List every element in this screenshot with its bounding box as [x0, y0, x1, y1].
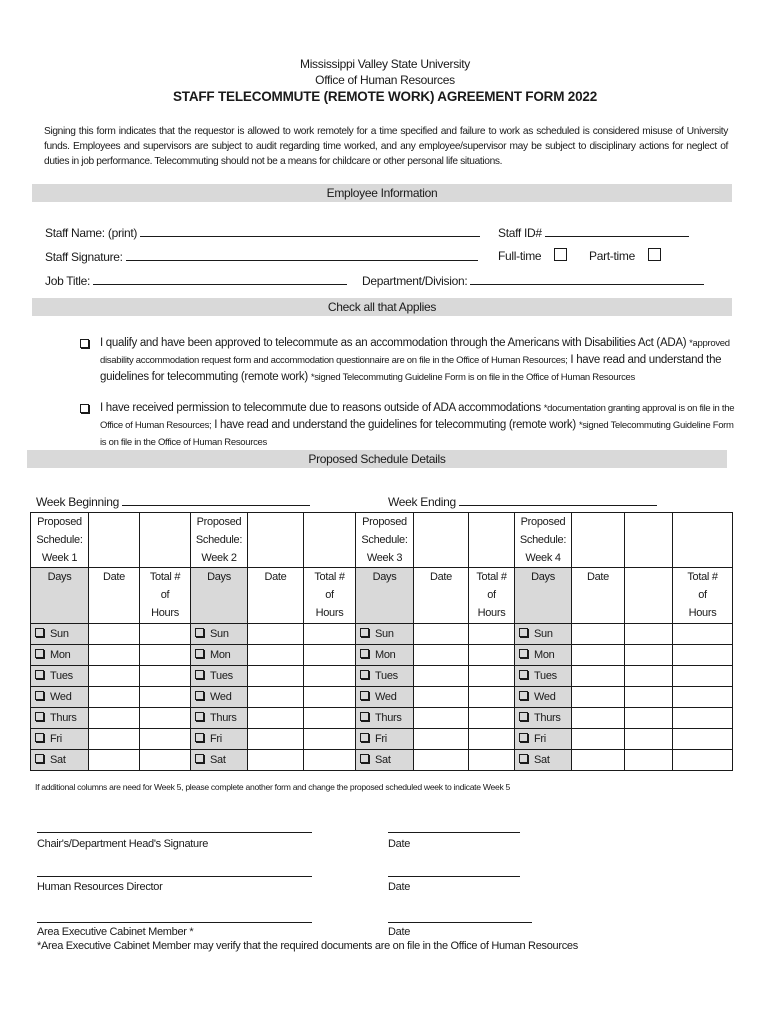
- day-row: [31, 687, 733, 708]
- hours-input-cell[interactable]: [673, 645, 733, 666]
- days-header: [356, 568, 414, 624]
- hours-input-cell[interactable]: [304, 645, 356, 666]
- day-row: [31, 708, 733, 729]
- date-input-cell[interactable]: [414, 708, 469, 729]
- staff-id-label: Staff ID#: [498, 226, 542, 240]
- schedule-table: [30, 512, 733, 771]
- day-label: Sun: [50, 628, 69, 640]
- day-checkbox-cell[interactable]: [515, 624, 572, 645]
- day-label: Wed: [50, 691, 72, 703]
- staff-signature-field[interactable]: [45, 249, 478, 264]
- chair-date-line[interactable]: [388, 832, 520, 833]
- non-ada-item-main: I have received permission to telecommute due to reasons outside of ADA accommodations: [100, 402, 541, 414]
- total-hours-header: [140, 568, 191, 624]
- days-header-text: Days: [372, 571, 397, 583]
- day-checkbox[interactable]: [360, 670, 369, 679]
- date-input-cell[interactable]: [414, 750, 469, 771]
- day-checkbox-cell[interactable]: [31, 645, 89, 666]
- week-label-line3: Week 4: [525, 552, 561, 564]
- date-header-text: Date: [102, 571, 126, 583]
- day-checkbox-cell[interactable]: [191, 624, 248, 645]
- blank-input-cell[interactable]: [625, 729, 673, 750]
- hr-date-line[interactable]: [388, 876, 520, 877]
- date-header-text: Date: [429, 571, 453, 583]
- hours-input-cell[interactable]: [304, 729, 356, 750]
- day-checkbox[interactable]: [360, 712, 369, 721]
- hr-date-label: Date: [388, 881, 411, 893]
- date-input-cell[interactable]: [572, 666, 625, 687]
- date-header: [89, 568, 140, 624]
- blank-cell: [140, 513, 191, 568]
- day-label: Wed: [375, 691, 397, 703]
- job-title-label: Job Title:: [45, 274, 91, 288]
- day-label: Fri: [375, 733, 387, 745]
- week-ending-line[interactable]: [459, 494, 657, 506]
- date-input-cell[interactable]: [572, 708, 625, 729]
- hours-input-cell[interactable]: [140, 666, 191, 687]
- total-header-line1: Total #: [149, 571, 181, 583]
- week-label-line1: Proposed: [37, 516, 82, 528]
- hours-input-cell[interactable]: [304, 687, 356, 708]
- total-header-line2: of: [160, 589, 170, 601]
- day-label: Thurs: [210, 712, 237, 724]
- hours-input-cell[interactable]: [304, 750, 356, 771]
- days-header-text: Days: [207, 571, 231, 583]
- date-input-cell[interactable]: [248, 708, 304, 729]
- day-checkbox-cell[interactable]: [515, 666, 572, 687]
- parttime-checkbox[interactable]: [648, 248, 661, 261]
- department-label: Department/Division:: [362, 274, 468, 288]
- staff-signature-label: Staff Signature:: [45, 250, 123, 264]
- university-name: Mississippi Valley State University: [300, 57, 470, 71]
- aec-member-label: Area Executive Cabinet Member *: [37, 926, 194, 938]
- blank-cell: [625, 513, 673, 568]
- week-beginning-field[interactable]: [36, 494, 310, 509]
- day-label: Sat: [210, 754, 226, 766]
- week-label-row: [31, 513, 733, 568]
- total-header-line1: Total #: [314, 571, 345, 583]
- day-checkbox[interactable]: [195, 733, 204, 742]
- hours-input-cell[interactable]: [673, 687, 733, 708]
- days-header-text: Days: [531, 571, 555, 583]
- week-ending-label: Week Ending: [388, 495, 456, 509]
- week-label-line2: Schedule:: [195, 534, 243, 546]
- day-checkbox[interactable]: [35, 733, 44, 742]
- week-label-line1: Proposed: [362, 516, 407, 528]
- date-input-cell[interactable]: [248, 666, 304, 687]
- date-input-cell[interactable]: [248, 750, 304, 771]
- day-checkbox[interactable]: [195, 712, 204, 721]
- day-row: [31, 729, 733, 750]
- hours-input-cell[interactable]: [140, 624, 191, 645]
- total-header-line3: Hours: [477, 607, 506, 619]
- day-label: Thurs: [50, 712, 77, 724]
- day-label: Sat: [534, 754, 550, 766]
- day-checkbox[interactable]: [195, 754, 204, 763]
- total-header-line1: Total #: [687, 571, 718, 583]
- week-label-line2: Schedule:: [519, 534, 567, 546]
- date-input-cell[interactable]: [414, 687, 469, 708]
- non-ada-permission-item[interactable]: [80, 400, 742, 451]
- check-all-heading: Check all that Applies: [32, 298, 732, 316]
- day-checkbox[interactable]: [35, 754, 44, 763]
- day-label: Tues: [534, 670, 557, 682]
- total-header-line2: of: [325, 589, 334, 601]
- staff-name-line[interactable]: [140, 225, 480, 237]
- total-hours-header: [304, 568, 356, 624]
- day-checkbox-cell[interactable]: [356, 687, 414, 708]
- date-input-cell[interactable]: [89, 729, 140, 750]
- day-label: Mon: [534, 649, 555, 661]
- department-line[interactable]: [470, 273, 704, 285]
- day-checkbox-cell[interactable]: [31, 666, 89, 687]
- day-checkbox-cell[interactable]: [515, 645, 572, 666]
- day-checkbox[interactable]: [519, 628, 528, 637]
- day-checkbox[interactable]: [35, 691, 44, 700]
- office-name: Office of Human Resources: [315, 73, 455, 87]
- day-checkbox-cell[interactable]: [191, 708, 248, 729]
- day-checkbox[interactable]: [360, 754, 369, 763]
- column-header-row: [31, 568, 733, 624]
- blank-cell: [89, 513, 140, 568]
- job-title-line[interactable]: [93, 273, 347, 285]
- day-checkbox[interactable]: [519, 754, 528, 763]
- day-label: Fri: [50, 733, 62, 745]
- day-checkbox[interactable]: [195, 691, 204, 700]
- day-checkbox-cell[interactable]: [515, 729, 572, 750]
- department-field[interactable]: [362, 273, 704, 288]
- total-header-line2: of: [698, 589, 707, 601]
- day-checkbox-cell[interactable]: [31, 624, 89, 645]
- hours-input-cell[interactable]: [140, 645, 191, 666]
- schedule-heading: Proposed Schedule Details: [27, 450, 727, 468]
- date-input-cell[interactable]: [89, 687, 140, 708]
- hours-input-cell[interactable]: [469, 750, 515, 771]
- non-ada-item-note-a: *documentation granting approval is on file in the Office of Human Resources;: [100, 403, 735, 431]
- blank-cell: [414, 513, 469, 568]
- job-title-field[interactable]: [45, 273, 347, 288]
- week5-note: If additional columns are need for Week 5, please complete another form and change the proposed scheduled week to indicate Week 5: [35, 782, 511, 792]
- day-checkbox-cell[interactable]: [191, 729, 248, 750]
- hours-input-cell[interactable]: [469, 666, 515, 687]
- hours-input-cell[interactable]: [673, 666, 733, 687]
- day-label: Wed: [534, 691, 556, 703]
- day-label: Fri: [210, 733, 222, 745]
- chair-date-label: Date: [388, 838, 411, 850]
- date-header-text: Date: [264, 571, 287, 583]
- day-checkbox-cell[interactable]: [515, 708, 572, 729]
- day-checkbox-cell[interactable]: [356, 645, 414, 666]
- day-checkbox[interactable]: [519, 649, 528, 658]
- day-checkbox[interactable]: [195, 628, 204, 637]
- day-label: Sat: [375, 754, 391, 766]
- ada-item-text: [100, 335, 742, 386]
- date-input-cell[interactable]: [248, 645, 304, 666]
- week-label-line3: Week 2: [201, 552, 237, 564]
- day-label: Thurs: [375, 712, 402, 724]
- blank-input-cell[interactable]: [625, 708, 673, 729]
- day-checkbox[interactable]: [519, 733, 528, 742]
- hours-input-cell[interactable]: [673, 750, 733, 771]
- day-label: Sun: [210, 628, 229, 640]
- date-input-cell[interactable]: [89, 645, 140, 666]
- ada-checkbox[interactable]: [80, 339, 89, 348]
- hours-input-cell[interactable]: [304, 708, 356, 729]
- day-checkbox[interactable]: [35, 649, 44, 658]
- day-label: Mon: [210, 649, 231, 661]
- day-checkbox-cell[interactable]: [31, 687, 89, 708]
- parttime-label: Part-time: [589, 249, 635, 263]
- date-input-cell[interactable]: [414, 666, 469, 687]
- day-checkbox-cell[interactable]: [31, 708, 89, 729]
- non-ada-item-note-b: *signed Telecommuting Guideline Form is on file in the Office of Human Resources: [100, 420, 734, 448]
- day-label: Mon: [50, 649, 71, 661]
- hours-input-cell[interactable]: [469, 708, 515, 729]
- fulltime-option[interactable]: [498, 248, 567, 263]
- week-label-cell: [31, 513, 89, 568]
- day-checkbox-cell[interactable]: [31, 750, 89, 771]
- hours-input-cell[interactable]: [140, 750, 191, 771]
- ada-accommodation-item[interactable]: [80, 335, 742, 386]
- week-label-cell: [191, 513, 248, 568]
- hours-input-cell[interactable]: [469, 729, 515, 750]
- staff-id-line[interactable]: [545, 225, 689, 237]
- chair-signature-line[interactable]: [37, 832, 312, 833]
- hours-input-cell[interactable]: [469, 687, 515, 708]
- days-header: [31, 568, 89, 624]
- hours-input-cell[interactable]: [673, 729, 733, 750]
- staff-id-field[interactable]: [498, 225, 689, 240]
- hours-input-cell[interactable]: [469, 645, 515, 666]
- blank-input-cell[interactable]: [625, 750, 673, 771]
- date-input-cell[interactable]: [572, 645, 625, 666]
- date-input-cell[interactable]: [414, 645, 469, 666]
- date-header: [248, 568, 304, 624]
- day-checkbox[interactable]: [35, 670, 44, 679]
- day-checkbox[interactable]: [360, 691, 369, 700]
- date-input-cell[interactable]: [248, 624, 304, 645]
- hours-input-cell[interactable]: [140, 708, 191, 729]
- date-input-cell[interactable]: [414, 729, 469, 750]
- total-hours-header: [469, 568, 515, 624]
- day-label: Tues: [375, 670, 398, 682]
- day-label: Tues: [50, 670, 73, 682]
- day-label: Thurs: [534, 712, 561, 724]
- day-label: Fri: [534, 733, 546, 745]
- total-header-line3: Hours: [688, 607, 717, 619]
- hours-input-cell[interactable]: [140, 729, 191, 750]
- day-checkbox-cell[interactable]: [515, 750, 572, 771]
- day-checkbox-cell[interactable]: [191, 666, 248, 687]
- day-checkbox-cell[interactable]: [356, 708, 414, 729]
- day-row: [31, 750, 733, 771]
- day-checkbox-cell[interactable]: [356, 729, 414, 750]
- staff-signature-line[interactable]: [126, 249, 478, 261]
- day-checkbox[interactable]: [360, 649, 369, 658]
- day-checkbox[interactable]: [195, 649, 204, 658]
- day-checkbox[interactable]: [360, 628, 369, 637]
- blank-input-cell[interactable]: [625, 666, 673, 687]
- ada-item-continuation: I have read and understand the guidelines for telecommuting (remote work): [100, 354, 722, 383]
- date-input-cell[interactable]: [414, 624, 469, 645]
- week-label-line3: Week 1: [41, 552, 78, 564]
- date-input-cell[interactable]: [89, 624, 140, 645]
- day-checkbox[interactable]: [519, 712, 528, 721]
- total-hours-header: [673, 568, 733, 624]
- hours-input-cell[interactable]: [140, 687, 191, 708]
- parttime-option[interactable]: [589, 248, 661, 263]
- intro-paragraph: Signing this form indicates that the requestor is allowed to work remotely for a time specified and failure to work as scheduled is considered misuse of University funds. Employees and supervisors are subject to audit regarding time worked, and any employee/supervisor may be subject to disciplinary actions for neglect of duties in job performance. Telecommuting should not be a means for childcare or other personal life situations.: [44, 126, 728, 167]
- date-input-cell[interactable]: [572, 729, 625, 750]
- date-input-cell[interactable]: [89, 708, 140, 729]
- day-label: Sat: [50, 754, 66, 766]
- aec-verification-note: *Area Executive Cabinet Member may verify that the required documents are on file in the Office of Human Resources: [37, 940, 578, 952]
- date-input-cell[interactable]: [248, 729, 304, 750]
- day-checkbox[interactable]: [519, 670, 528, 679]
- day-checkbox[interactable]: [519, 691, 528, 700]
- day-checkbox[interactable]: [35, 712, 44, 721]
- day-checkbox[interactable]: [35, 628, 44, 637]
- week-label-line2: Schedule:: [361, 534, 408, 546]
- ada-item-note-a: *approved disability accommodation request form and accommodation questionnaire are on file in the Office of Human Resources;: [100, 338, 730, 366]
- blank-cell: [304, 513, 356, 568]
- chair-signature-label: Chair's/Department Head's Signature: [37, 838, 209, 850]
- non-ada-item-continuation: I have read and understand the guidelines for telecommuting (remote work): [214, 419, 576, 431]
- date-input-cell[interactable]: [89, 750, 140, 771]
- fulltime-label: Full-time: [498, 249, 542, 263]
- hr-director-label: Human Resources Director: [37, 881, 163, 893]
- day-checkbox-cell[interactable]: [191, 750, 248, 771]
- date-input-cell[interactable]: [572, 624, 625, 645]
- staff-name-label: Staff Name: (print): [45, 226, 138, 240]
- date-input-cell[interactable]: [572, 750, 625, 771]
- week-label-line3: Week 3: [366, 552, 403, 564]
- day-row: [31, 624, 733, 645]
- non-ada-item-text: [100, 400, 742, 451]
- week-label-line1: Proposed: [196, 516, 242, 528]
- day-label: Mon: [375, 649, 396, 661]
- day-label: Wed: [210, 691, 232, 703]
- hours-input-cell[interactable]: [304, 666, 356, 687]
- fulltime-checkbox[interactable]: [554, 248, 567, 261]
- days-header: [191, 568, 248, 624]
- week-label-cell: [356, 513, 414, 568]
- day-checkbox-cell[interactable]: [191, 645, 248, 666]
- blank-input-cell[interactable]: [625, 645, 673, 666]
- blank-cell: [248, 513, 304, 568]
- blank-cell: [469, 513, 515, 568]
- hours-input-cell[interactable]: [304, 624, 356, 645]
- day-checkbox-cell[interactable]: [191, 687, 248, 708]
- day-checkbox-cell[interactable]: [31, 729, 89, 750]
- week-label-cell: [515, 513, 572, 568]
- week-beginning-label: Week Beginning: [36, 495, 119, 509]
- date-header: [414, 568, 469, 624]
- total-header-line1: Total #: [476, 571, 507, 583]
- day-checkbox-cell[interactable]: [356, 666, 414, 687]
- day-checkbox-cell[interactable]: [356, 624, 414, 645]
- day-checkbox-cell[interactable]: [356, 750, 414, 771]
- date-input-cell[interactable]: [248, 687, 304, 708]
- hours-input-cell[interactable]: [673, 708, 733, 729]
- day-row: [31, 645, 733, 666]
- total-header-line3: Hours: [151, 607, 179, 619]
- days-header-text: Days: [47, 571, 72, 583]
- day-row: [31, 666, 733, 687]
- week-ending-field[interactable]: [388, 494, 657, 509]
- week-label-line2: Schedule:: [36, 534, 83, 546]
- hours-input-cell[interactable]: [469, 624, 515, 645]
- form-title: STAFF TELECOMMUTE (REMOTE WORK) AGREEMENT FORM 2022: [172, 89, 598, 104]
- date-input-cell[interactable]: [572, 687, 625, 708]
- day-checkbox[interactable]: [360, 733, 369, 742]
- aec-date-line[interactable]: [388, 922, 532, 923]
- day-label: Sun: [534, 628, 553, 640]
- blank-header: [625, 568, 673, 624]
- date-header-text: Date: [586, 571, 610, 583]
- date-input-cell[interactable]: [89, 666, 140, 687]
- ada-item-main: I qualify and have been approved to telecommute as an accommodation through the Americans with Disabilities Act (ADA): [100, 337, 687, 349]
- day-checkbox-cell[interactable]: [515, 687, 572, 708]
- days-header: [515, 568, 572, 624]
- hours-input-cell[interactable]: [673, 624, 733, 645]
- week-label-line1: Proposed: [520, 516, 566, 528]
- week-beginning-line[interactable]: [122, 494, 310, 506]
- blank-input-cell[interactable]: [625, 687, 673, 708]
- day-label: Sun: [375, 628, 394, 640]
- blank-cell: [572, 513, 625, 568]
- ada-item-note-b: *signed Telecommuting Guideline Form is on file in the Office of Human Resources: [310, 372, 635, 383]
- hr-signature-line[interactable]: [37, 876, 312, 877]
- blank-input-cell[interactable]: [625, 624, 673, 645]
- staff-name-field[interactable]: [45, 225, 480, 240]
- aec-signature-line[interactable]: [37, 922, 312, 923]
- day-checkbox[interactable]: [195, 670, 204, 679]
- total-header-line3: Hours: [315, 607, 344, 619]
- date-header: [572, 568, 625, 624]
- employee-info-heading: Employee Information: [32, 184, 732, 202]
- total-header-line2: of: [487, 589, 496, 601]
- day-label: Tues: [210, 670, 233, 682]
- non-ada-checkbox[interactable]: [80, 404, 89, 413]
- aec-date-label: Date: [388, 926, 411, 938]
- blank-cell: [673, 513, 733, 568]
